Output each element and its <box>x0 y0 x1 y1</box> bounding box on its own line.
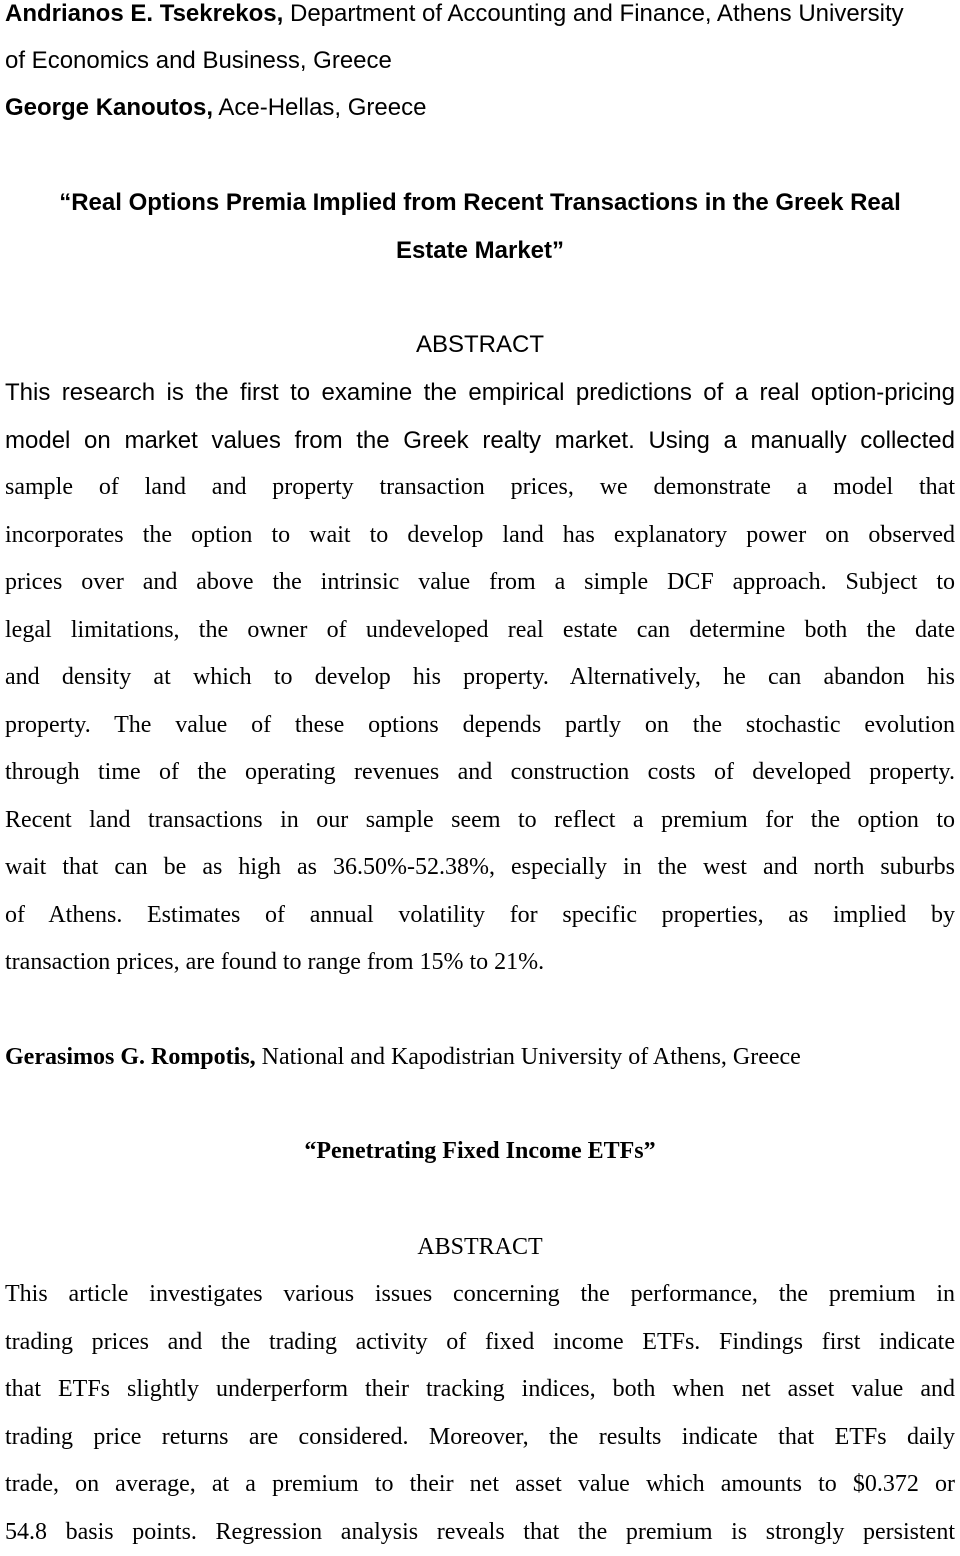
paper1-author1-affiliation-cont: of Economics and Business, Greece <box>5 37 955 85</box>
paper1-author2-name: George Kanoutos, <box>5 94 213 121</box>
paper2-author-name: Gerasimos G. Rompotis, <box>5 1044 256 1070</box>
paper1-author2-affiliation: Ace-Hellas, Greece <box>213 94 426 121</box>
paper1-author1-affiliation: Department of Accounting and Finance, Athens University <box>283 0 903 27</box>
paper1-title-line2: Estate Market” <box>5 227 955 275</box>
paper1-abstract-line: property. The value of these options depends partly on the stochastic evolution <box>5 702 955 750</box>
paper1-author1-name: Andrianos E. Tsekrekos, <box>5 0 283 27</box>
paper1-abstract-line: transaction prices, are found to range from 15% to 21%. <box>5 939 955 987</box>
paper1-author2-line <box>5 84 955 133</box>
paper1-title-line1: “Real Options Premia Implied from Recent Transactions in the Greek Real <box>5 179 955 227</box>
paper1-abstract-line: of Athens. Estimates of annual volatility for specific properties, as implied by <box>5 892 955 940</box>
paper2-abstract-line: trading prices and the trading activity of fixed income ETFs. Findings first indicate <box>5 1319 955 1367</box>
paper1-abstract-line: through time of the operating revenues and construction costs of developed property. <box>5 749 955 797</box>
paper1-abstract-line: model on market values from the Greek realty market. Using a manually collected <box>5 417 955 465</box>
paper2-author-affiliation: National and Kapodistrian University of Athens, Greece <box>256 1044 801 1070</box>
paper1-abstract-line: Recent land transactions in our sample seem to reflect a premium for the option to <box>5 797 955 845</box>
paper2-abstract-line: that ETFs slightly underperform their tracking indices, both when net asset value and <box>5 1366 955 1414</box>
paper1-abstract-line: wait that can be as high as 36.50%-52.38%, especially in the west and north suburbs <box>5 844 955 892</box>
paper2-abstract-body <box>5 1271 955 1556</box>
paper2-abstract-line: This article investigates various issues concerning the performance, the premium in <box>5 1271 955 1319</box>
paper1-abstract-line: prices over and above the intrinsic value from a simple DCF approach. Subject to <box>5 559 955 607</box>
paper1-abstract-line: incorporates the option to wait to develop land has explanatory power on observed <box>5 512 955 560</box>
paper1-abstract-line: This research is the first to examine the empirical predictions of a real option-pricing <box>5 369 955 417</box>
paper1-abstract-heading: ABSTRACT <box>5 321 955 369</box>
paper2-author-line <box>5 1034 955 1082</box>
paper1-abstract-line: sample of land and property transaction prices, we demonstrate a model that <box>5 464 955 512</box>
paper1-abstract-line: and density at which to develop his property. Alternatively, he can abandon his <box>5 654 955 702</box>
paper2-title: “Penetrating Fixed Income ETFs” <box>5 1128 955 1176</box>
paper2-abstract-line: trading price returns are considered. Moreover, the results indicate that ETFs daily <box>5 1414 955 1462</box>
paper2-abstract-heading: ABSTRACT <box>5 1224 955 1272</box>
paper1-abstract-line: legal limitations, the owner of undeveloped real estate can determine both the date <box>5 607 955 655</box>
paper2-abstract-line: trade, on average, at a premium to their net asset value which amounts to $0.372 or <box>5 1461 955 1509</box>
paper2-abstract-line: 54.8 basis points. Regression analysis reveals that the premium is strongly persistent <box>5 1509 955 1556</box>
paper1-author1-line <box>5 0 955 39</box>
paper1-abstract-body <box>5 369 955 987</box>
